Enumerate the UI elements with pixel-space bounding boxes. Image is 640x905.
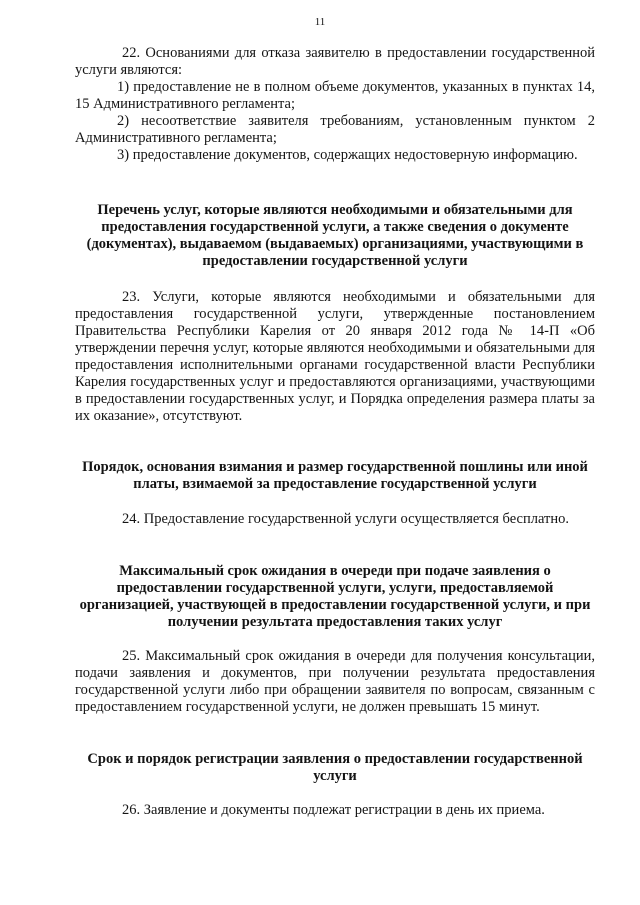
item-22-intro: 22. Основаниями для отказа заявителю в предоставлении государственной услуги являются:: [75, 45, 595, 78]
item-22-subitem-2: 2) несоответствие заявителя требованиям, установленным пунктом 2 Административного регламента;: [75, 113, 595, 146]
item-26: 26. Заявление и документы подлежат регистрации в день их приема.: [122, 802, 545, 818]
section-heading-state-fee: Порядок, основания взимания и размер государственной пошлины или иной платы, взимаемой за предоставление государственной услуги: [82, 459, 588, 492]
section-heading-queue-time: Максимальный срок ожидания в очереди при подаче заявления о предоставлении государственной услуги, услуги, предоставляемой организацией, участвующей в предоставлении государственной услуги, и при получении результата предоставления таких услуг: [79, 563, 591, 630]
page-number: 11: [314, 16, 326, 28]
item-24: 24. Предоставление государственной услуги осуществляется бесплатно.: [122, 511, 569, 527]
item-22-subitem-3: 3) предоставление документов, содержащих недостоверную информацию.: [117, 147, 578, 163]
section-heading-services-list: Перечень услуг, которые являются необходимыми и обязательными для предоставления государственной услуги, а также сведения о документе (документах), выдаваемом (выдаваемых) организациями, участвующими в предоставлении государственной услуги: [86, 202, 584, 269]
section-heading-registration: Срок и порядок регистрации заявления о предоставлении государственной услуги: [87, 751, 583, 784]
item-22-subitem-1: 1) предоставление не в полном объеме документов, указанных в пунктах 14, 15 Административного регламента;: [75, 79, 595, 112]
item-25: 25. Максимальный срок ожидания в очереди для получения консультации, подачи заявления и документов, при получении результата предоставления государственной услуги либо при обращении заявителя по вопросам, связанным с предоставлением государственной услуги, не должен превышать 15 минут.: [75, 648, 595, 715]
item-22: [75, 45, 595, 164]
item-23: 23. Услуги, которые являются необходимыми и обязательными для предоставления государственной услуги, утвержденные постановлением Правительства Республики Карелия от 20 января 2012 года № 14-П «Об утверждении перечня услуг, которые являются необходимыми и обязательными для предоставления исполнительными органами государственной власти Республики Карелия государственных услуг и предоставляются организациями, участвующими в предоставлении государственных услуг, и Порядка определения размера платы за их оказание», отсутствуют.: [75, 289, 595, 424]
